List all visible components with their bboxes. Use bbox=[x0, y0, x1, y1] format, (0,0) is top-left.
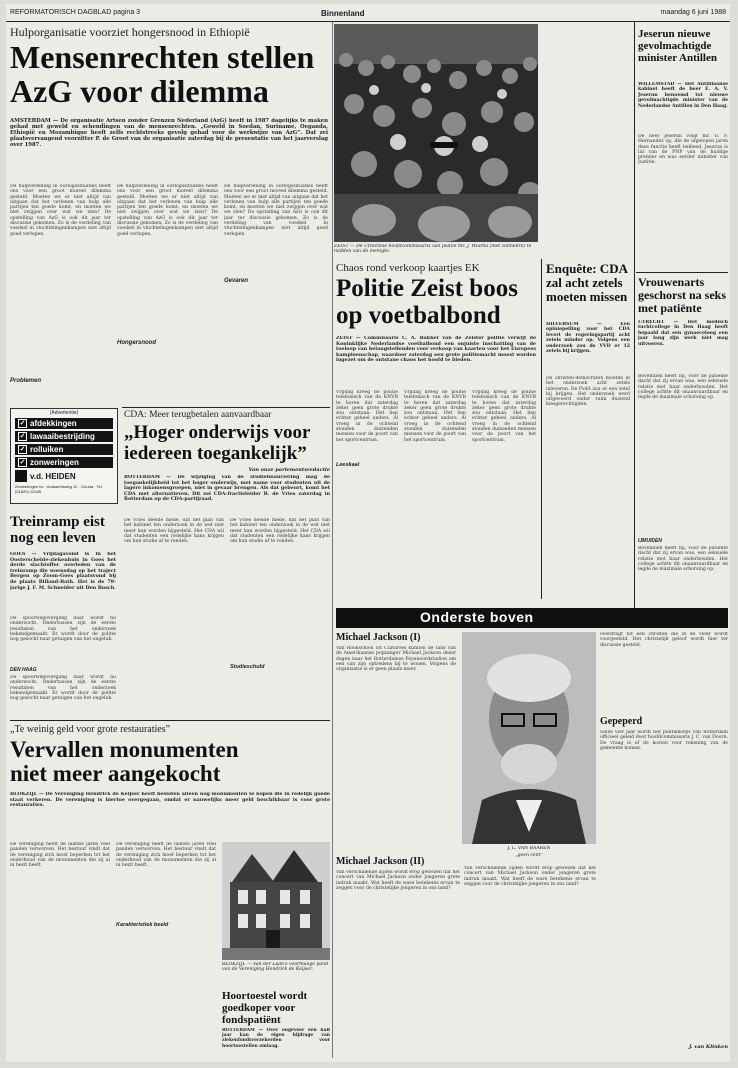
ad-company: v.d. HEIDEN bbox=[30, 471, 76, 481]
zeist-sub: Leeskaal bbox=[336, 462, 360, 468]
antillen-title: Jeserun nieuwe gevolmachtigde minister Antillen bbox=[638, 28, 717, 64]
lead-body-col3: De hulpverlening in oorlogssituaties heeft ons voor een groot moreel dilemma gesteld. Moeten we er niet altijd van uitgaan dat het verlenen van hulp alle partijen ten goede komt, en moeten we niet zwijgen over wat we zien? De opstelling van AzG is ook dit jaar ter discussie gekomen. Zo is de verdeling van voedsel in vluchtelingenkampen niet altijd goed verlopen. bbox=[224, 184, 328, 237]
vrouwen-title: Vrouwenarts geschorst na seks met patiënte bbox=[638, 275, 727, 315]
enquete-body: De christen-democraten moeten in het onderzoek acht zetels inleveren. De PvdA zou er een zetel bij krijgen. Het onderzoek werd uitgevoerd onder ruim duizend kiesgerechtigden. bbox=[546, 376, 630, 408]
header-section: Binnenland bbox=[321, 9, 365, 18]
onderwijs-byline: Van onze parlementsredactie bbox=[248, 467, 330, 473]
right-column-divider bbox=[634, 22, 635, 612]
ad-label: (Advertentie) bbox=[49, 410, 79, 416]
jackson2-body-col2: Van verschillende zijden wordt erop gewezen dat het concert van Michael Jackson onder jongeren grote indruk maakt. Wat heeft de ware betekenis ervan te zeggen voor de christelijke jongeren in ons land? bbox=[464, 866, 596, 887]
hoortoestel-lede: ROTTERDAM — Over ongeveer een half jaar kan de eigen bijdrage van ziekenfondsverzekerden voor hoortoestellen omlaag. bbox=[222, 1028, 330, 1049]
onderste-boven-banner bbox=[336, 608, 728, 628]
jackson2-title: Michael Jackson (II) bbox=[336, 856, 425, 867]
header-date: maandag 6 juni 1988 bbox=[660, 9, 726, 16]
lead-body-col2: De hulpverlening in oorlogssituaties heeft ons voor een groot moreel dilemma gesteld. Moeten we er niet altijd van uitgaan dat het verlenen van hulp alle partijen ten goede komt, en moeten we niet zwijgen over wat we zien? De opstelling van AzG is ook dit jaar ter discussie gekomen. Zo is de verdeling van voedsel in vluchtelingenkampen niet altijd goed verlopen. bbox=[117, 184, 218, 237]
building-photo bbox=[222, 842, 330, 960]
lead-lede: AMSTERDAM — De organisatie Artsen zonder Grenzen Nederland (AzG) heeft in 1987 dagelijks te maken gehad met geweld en schendingen van de mensenrechten. „Geweld in Soedan, Suriname, Oeganda, Ethiopië en Mozambique heeft zelfs rechtstreeks gevolg gehad voor de werkwijze van AzG”. Dat zei plaatsvervangend voorzitter P. de Groot van de organisatie zaterdag bij de presentatie van het jaarverslag over 1987. bbox=[10, 118, 328, 148]
onderste-right-body: overdragt tot een christen die in de vloer wordt voorgesteld. Het christelijk geloof wordt hier ter discussie gesteld. bbox=[600, 632, 728, 648]
check-icon: ✓ bbox=[19, 420, 26, 427]
portrait-subcaption: „geen cent” bbox=[515, 853, 543, 858]
onderwijs-body-col2: De Vries deelde mede, dat het plan van het kabinet ten onderzoek in de wet niet meer kan worden bijgesteld. Het CDA wil dat studenten een redelijke kans krijgen om hun studie af te ronden. bbox=[230, 518, 330, 545]
treinramp-title: Treinramp eist nog een leven bbox=[10, 514, 105, 546]
zeist-lede: ZEIST — Commissaris C. A. Bakker van de Zeister politie verwijt de Koninklijke Nederlandse voetbalbond een onjuiste inschatting van de toeloop van belangstellenden voor verkoop van kaarten voor het Europees kampioenschap, waardoor zaterdag een grote politiemacht moest worden ingezet om de ontstane chaos het hoofd te bieden. bbox=[336, 336, 536, 363]
crowd-photo bbox=[334, 24, 538, 242]
onderwijs-rule bbox=[122, 407, 330, 408]
building-image bbox=[222, 842, 330, 960]
monumenten-title-2: niet meer aangekocht bbox=[10, 761, 221, 786]
onderwijs-title-1: „Hoger onderwijs voor bbox=[124, 422, 311, 443]
jackson1-body: Van Rookschool tot Cultureel kunnen de fans van de Amerikaanse popzanger Michael Jackson dezer dagen naar het Rotterdamse Feyenoordstadion om een van zijn optredens bij te wonen. Volgens de organisatie is er geen plaats meer. bbox=[336, 646, 456, 673]
monumenten-kicker: „Te weinig geld voor grote restauraties” bbox=[10, 724, 171, 735]
onderwijs-title-2: iedereen toegankelijk” bbox=[124, 443, 307, 464]
header-left: REFORMATORISCH DAGBLAD pagina 3 bbox=[10, 9, 141, 16]
enquete-divider bbox=[541, 259, 542, 599]
check-icon: ✓ bbox=[19, 459, 26, 466]
zeist-kicker: Chaos rond verkoop kaartjes EK bbox=[336, 262, 480, 274]
zeist-title-1: Politie Zeist boos bbox=[336, 275, 518, 302]
advertisement bbox=[10, 408, 118, 504]
check-icon: ✓ bbox=[19, 433, 26, 440]
gepeperd-sub: Gepeperd bbox=[600, 716, 643, 727]
vrouwen-body: Bovendien heeft hij, voor de patiënte dacht dat zij ervan was, een seksuele relatie met haar onderhouden. Het college achtte dit onaanvaardbaar en legde de maximale schorsing op. bbox=[638, 374, 728, 401]
onderwijs-body-col1: De Vries deelde mede, dat het plan van het kabinet ten onderzoek in de wet niet meer kan worden bijgesteld. Het CDA wil dat studenten een redelijke kans krijgen om hun studie af te ronden. bbox=[124, 518, 224, 545]
onderwijs-kicker: CDA: Meer terugbetalen aanvaardbaar bbox=[124, 410, 272, 420]
ad-row-3: ✓ rolluiken bbox=[15, 444, 113, 455]
ad-details: Zonweringen bv · Ambachtsweg 12 · Gouda · Tel. (01820) 12345 bbox=[15, 484, 103, 494]
ad-row-1: ✓ afdekkingen bbox=[15, 418, 113, 429]
lead-title-1: Mensenrechten stellen bbox=[10, 39, 315, 75]
treinramp-dateline: DEN HAAG bbox=[10, 667, 37, 673]
zeist-body-col3: Vrijdag kreeg de politie telefonisch van de KNVB te horen dat zaterdag zeker geen grote drukte zou ontstaan. Het liep echter geheel anders. Al vroeg in de ochtend stonden duizenden mensen voor de poort van het sportcentrum. bbox=[472, 390, 536, 443]
onderste-boven-label: Onderste boven bbox=[420, 609, 534, 625]
treinramp-lede: GOES — Vrijdagavond is in het Oosterschelde-ziekenhuis in Goes het derde slachtoffer overleden van de treinramp die woensdag op het traject Bergen op Zoom-Goes plaatsvond bij de plaats Rilland-Bath. Het is de 79-jarige J. F. M. Schneider uit Den Bosch. bbox=[10, 552, 116, 591]
antillen-lede: WILLEMSTAD — Het Antilliaanse kabinet heeft de heer E. A. V. Jeserun benoemd tot nieuwe gevolmachtigde minister van de Nederlandse Antillen in Den Haag. bbox=[638, 82, 728, 109]
jackson1-title: Michael Jackson (I) bbox=[336, 632, 421, 643]
newspaper-page bbox=[6, 4, 730, 1062]
monumenten-rule bbox=[10, 720, 330, 721]
antillen-body: De heer Jeserun volgt mr. G. F. Hernandez op, die de afgelopen jaren deze functie heeft bekleed. Jeserun is lid van de PNP van de huidige premier en was eerder minister van Justitie. bbox=[638, 134, 728, 166]
onderwijs-sub: Studieschuld bbox=[230, 664, 265, 670]
treinramp-body-2: De spoorwegovergang daar wordt nu onderzocht. Ondertussen zijn de eerste resultaten van het onderzoek bekendgemaakt. Er wordt door de politie nog gezocht naar getuigen van het ongeluk. bbox=[10, 675, 116, 702]
header-rule bbox=[6, 21, 730, 22]
portrait-image bbox=[462, 632, 596, 844]
logo-icon bbox=[15, 470, 27, 482]
vrouwen-body-2: Bovendien heeft hij, voor de patiënte dacht dat zij ervan was, een seksuele relatie met haar onderhouden. Het college achtte dit onaanvaardbaar en legde de maximale schorsing op. bbox=[638, 546, 728, 573]
onderwijs-lede: ROTTERDAM — De wijziging van de studiefinanciering mag de toegankelijkheid tot het hoger onderwijs, met name voor studenten uit de lagere inkomensgroepen, niet in gevaar brengen. Als dat gebeurt, komt het CDA met alternatieven. Dit zei CDA-fractieleider B. de Vries zaterdag in Rotterdam op de CDA-partijraad. bbox=[124, 475, 330, 502]
crowd-image bbox=[334, 24, 538, 242]
hoortoestel-title: Hoortoestel wordt goedkoper voor fondspatiënt bbox=[222, 990, 308, 1026]
zeist-body-col2: Vrijdag kreeg de politie telefonisch van de KNVB te horen dat zaterdag zeker geen grote drukte zou ontstaan. Het liep echter geheel anders. Al vroeg in de ochtend stonden duizenden mensen voor de poort van het sportcentrum. bbox=[404, 390, 466, 443]
portrait-photo bbox=[462, 632, 596, 844]
crowd-photo-caption: ZEIST — De Utrechtse hoofdcommissaris van politie mr. J. Wiarda (met zonnebril) te midden van de menigte. bbox=[334, 244, 532, 255]
onderste-byline: J. van Klinken bbox=[688, 1044, 728, 1050]
center-divider bbox=[332, 22, 333, 1058]
onderste-right-body-2: Sinds vier jaar wordt het politiekorps van Rotterdam officieel geleid door hoofdcommissaris J. C. van Doorn. De vraag is of de kosten voor rekening van de gemeente komen. bbox=[600, 730, 728, 751]
ad-row-4: ✓ zonweringen bbox=[15, 457, 113, 468]
treinramp-body: De spoorwegovergang daar wordt nu onderzocht. Ondertussen zijn de eerste resultaten van het onderzoek bekendgemaakt. Er wordt door de politie nog gezocht naar getuigen van het ongeluk. bbox=[10, 616, 116, 643]
vrouwen-sub: IJMUIDEN bbox=[638, 538, 662, 544]
monumenten-body-col1: De vereniging heeft de laatste jaren veel panden verworven. Het bestuur vindt dat de vereniging zich moet beperken tot het onderhoud van de monumenten die zij al in bezit heeft. bbox=[10, 842, 110, 869]
running-header bbox=[6, 4, 730, 22]
ad-company-block bbox=[15, 470, 113, 482]
enquete-lede: HILVERSUM — Een opiniepeiling voor het CDA levert de regeringspartij acht zetels minder op. Volgens een onderzoek zou de VVD er 12 zetels bij krijgen. bbox=[546, 322, 630, 355]
vrouwen-rule bbox=[636, 272, 728, 273]
enquete-title: Enquête: CDA zal acht zetels moeten missen bbox=[546, 261, 628, 304]
check-icon: ✓ bbox=[19, 446, 26, 453]
zeist-body-col1: Vrijdag kreeg de politie telefonisch van de KNVB te horen dat zaterdag zeker geen grote drukte zou ontstaan. Het liep echter geheel anders. Al vroeg in de ochtend stonden duizenden mensen voor de poort van het sportcentrum. bbox=[336, 390, 398, 443]
jackson2-body: Van verschillende zijden wordt erop gewezen dat het concert van Michael Jackson onder jongeren grote indruk maakt. Wat heeft de ware betekenis ervan te zeggen voor de christelijke jongeren in ons land? bbox=[336, 870, 460, 891]
zeist-title-2: op voetbalbond bbox=[336, 302, 501, 329]
building-caption: BLOKZIJL — Van der Laan's voormalige pand van de Vereniging Hendrick de Keijser. bbox=[222, 962, 329, 973]
vrouwen-lede: UTRECHT — Het medisch tuchtcollege in Den Haag heeft bepaald dat een gynaecoloog een jaar lang zijn werk niet mag uitvoeren. bbox=[638, 320, 728, 347]
portrait-caption: J. L. VAN BAAREN bbox=[507, 846, 551, 851]
lead-title-2: AzG voor dilemma bbox=[10, 73, 269, 109]
sub-problemen: Problemen bbox=[10, 378, 42, 384]
sub-gevaren: Gevaren bbox=[224, 278, 249, 284]
monumenten-lede: BLOKZIJL — De Vereniging Hendrick de Keijser heeft besloten alleen nog monumenten te kopen die in redelijk goede staat verkeren. De vereniging is hiertoe overgegaan, omdat er nauwelijks meer geld beschikbaar is voor grote restauraties. bbox=[10, 792, 330, 808]
ad-row-2: ✓ lawaaibestrijding bbox=[15, 431, 113, 442]
monumenten-sub: Karakteristiek beeld bbox=[116, 922, 169, 928]
lead-kicker: Hulporganisatie voorziet hongersnood in Ethiopië bbox=[10, 25, 250, 39]
monumenten-body-col2: De vereniging heeft de laatste jaren veel panden verworven. Het bestuur vindt dat de vereniging zich moet beperken tot het onderhoud van de monumenten die zij al in bezit heeft. bbox=[116, 842, 216, 869]
lead-body-col1: De hulpverlening in oorlogssituaties heeft ons voor een groot moreel dilemma gesteld. Moeten we er niet altijd van uitgaan dat het verlenen van hulp alle partijen ten goede komt, en moeten we niet zwijgen over wat we zien? De opstelling van AzG is ook dit jaar ter discussie gekomen. Zo is de verdeling van voedsel in vluchtelingenkampen niet altijd goed verlopen. bbox=[10, 184, 111, 237]
sub-hongersnood: Hongersnood bbox=[117, 340, 156, 346]
monumenten-title-1: Vervallen monumenten bbox=[10, 737, 239, 762]
